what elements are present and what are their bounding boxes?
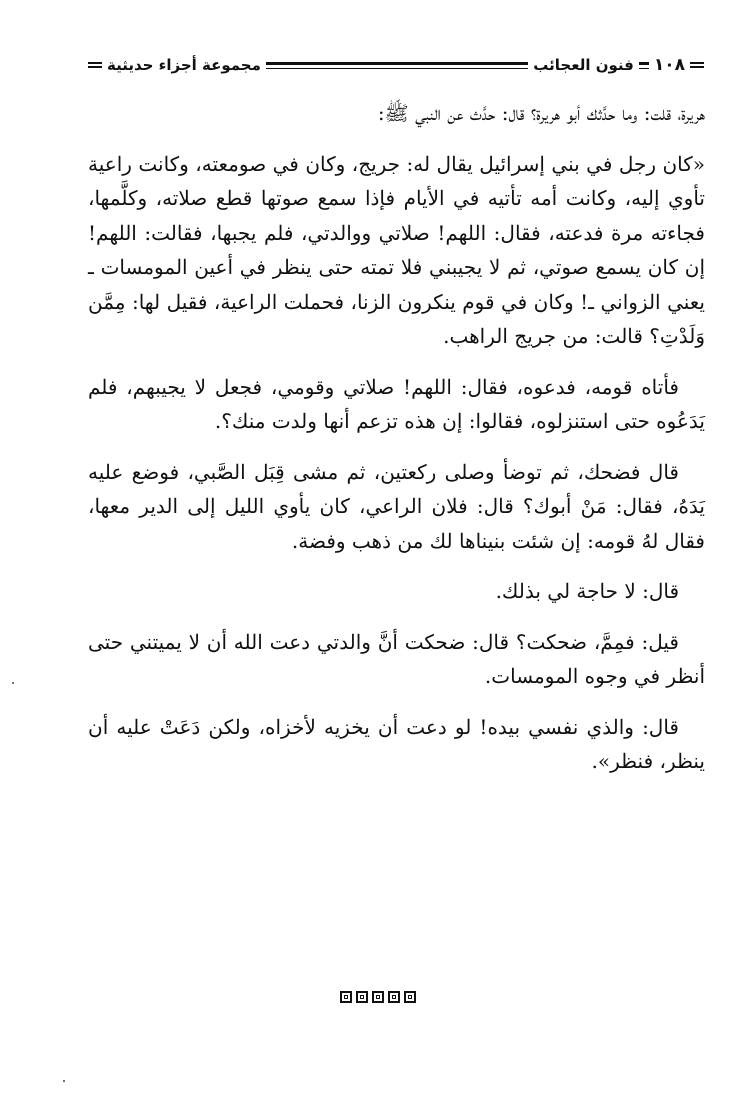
header-rule-left: [88, 62, 102, 68]
book-title: فنون العجائب: [533, 56, 634, 74]
paragraph: هريرة، قلت: وما حدَّثك أبو هريرة؟ قال: حدَّث عن النبي ﷺ:: [377, 101, 705, 125]
paragraph: قال: لا حاجة لي بذلك.: [495, 579, 679, 603]
header-rule: [639, 62, 649, 69]
paragraph: قال فضحك، ثم توضأ وصلى ركعتين، ثم مشى قِبَل الصَّبي، فوضع عليه يَدَهُ، فقال: مَنْ أبوك؟ قال: فلان الراعي، كان يأوي الليل إلى الدير معها، فقال لهُ قومه: إن شئت بنيناها لك من ذهب وفضة.: [88, 459, 705, 553]
ornament-square-icon: [404, 991, 416, 1003]
scan-speck: [12, 682, 14, 684]
paragraph: «كان رجل في بني إسرائيل يقال له: جريج، وكان في صومعته، وكانت راعية تأوي إليه، وكانت أمه تأتيه في الأيام فإذا سمع صوتها قطع صلاته، وكلَّمها، فجاءته مرة فدعته، فقال: اللهم! صلاتي ووالدتي، فلم يجبها، فقالت: اللهم! إن كان يسمع صوتي، ثم لا يجيبني فلا تمته حتى ينظر في أعين المومسات ـ يعني الزواني ـ! وكان في قوم ينكرون الزنا، فحملت الراعية، فقيل لها: مِمَّن وَلَدْتِ؟ قالت: من جريج الراهب.: [88, 151, 705, 348]
paragraph: فأتاه قومه، فدعوه، فقال: اللهم! صلاتي وقومي، فجعل لا يجيبهم، فلم يَدَعُوه حتى استنزلوه، فقالوا: إن هذه تزعم أنها ولدت منك؟.: [88, 374, 705, 433]
body-text: [88, 96, 705, 779]
header-rule-right: [690, 62, 704, 68]
paragraph: قيل: فمِمَّ، ضحكت؟ قال: ضحكت أنَّ والدتي دعت الله أن لا يميتني حتى أنظر في وجوه المومسات.: [88, 629, 705, 688]
series-title: مجموعة أجزاء حديثية: [107, 56, 261, 74]
scan-speck: [63, 1080, 65, 1082]
ornament-square-icon: [388, 991, 400, 1003]
ornament-square-icon: [340, 991, 352, 1003]
paragraph: قال: والذي نفسي بيده! لو دعت أن يخزيه لأخزاه، ولكن دَعَتْ عليه أن ينظر، فنظر».: [88, 714, 705, 773]
ornament-square-icon: [372, 991, 384, 1003]
running-header: [88, 50, 704, 80]
header-rule-middle: [266, 62, 528, 69]
ornament-square-icon: [356, 991, 368, 1003]
section-end-ornament: [0, 988, 756, 1007]
page-number: ١٠٨: [653, 55, 685, 75]
